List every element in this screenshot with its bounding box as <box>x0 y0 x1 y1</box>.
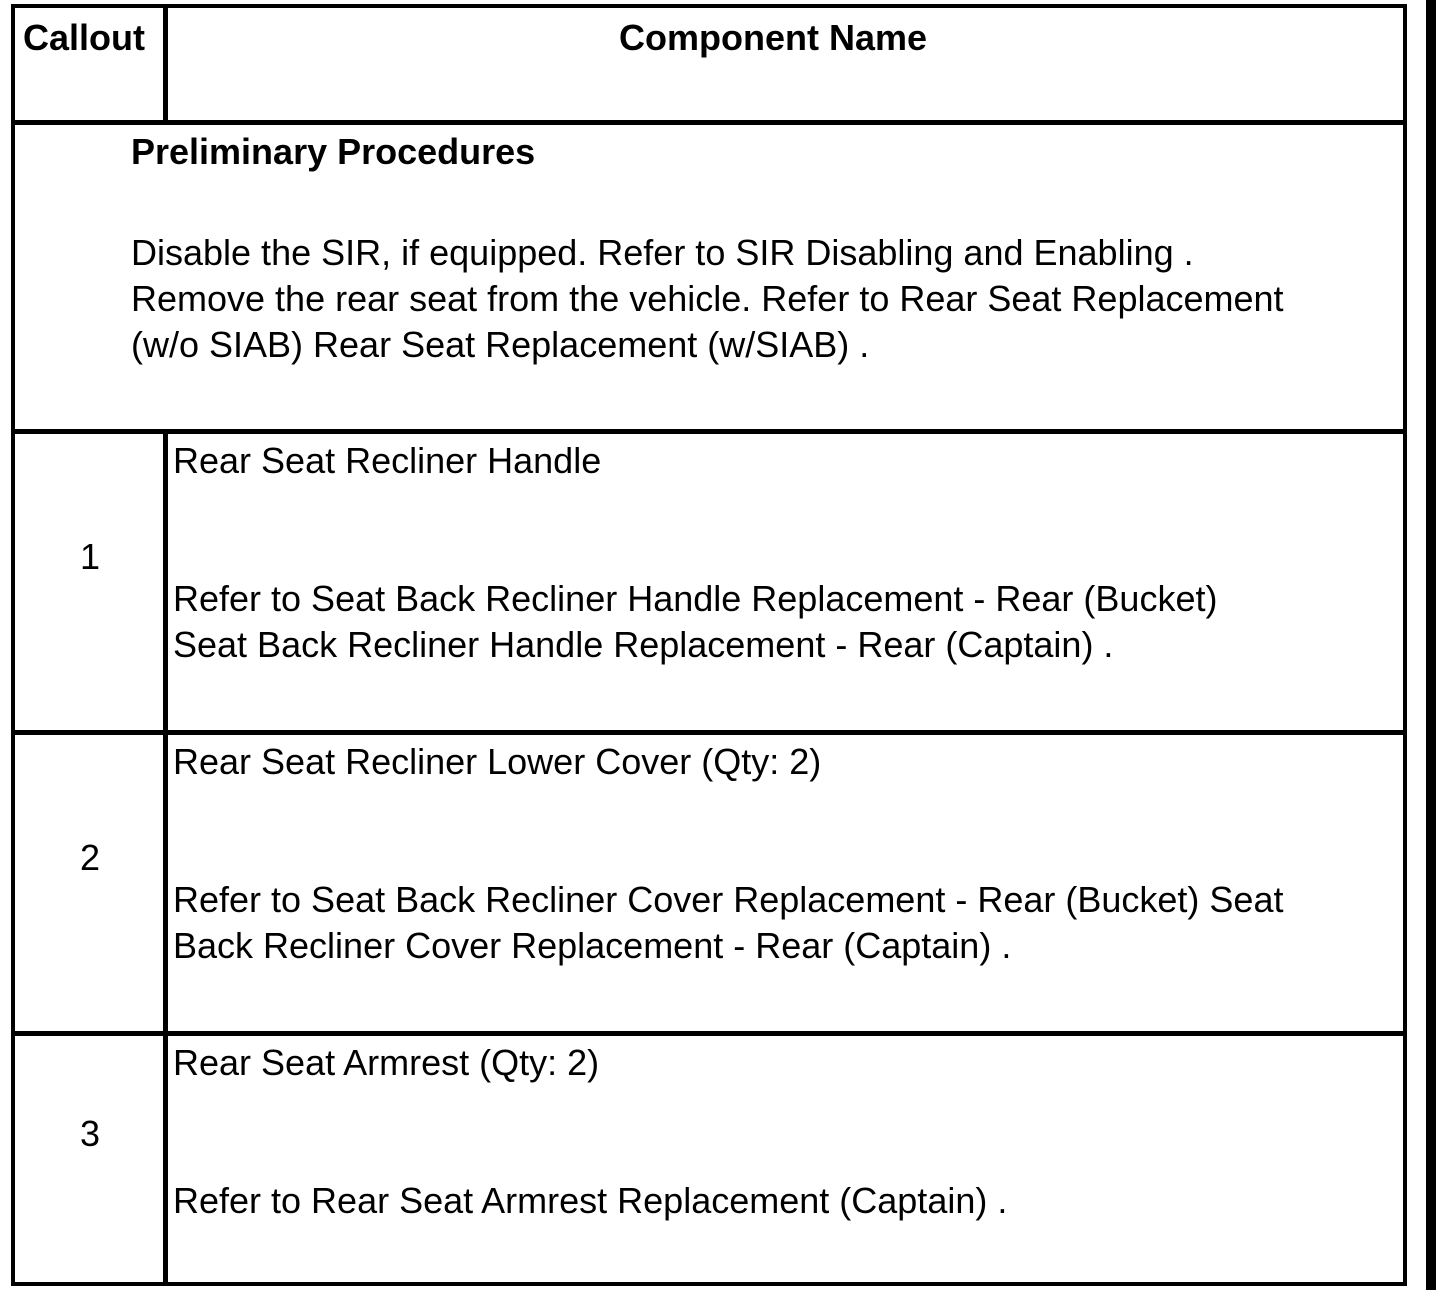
preliminary-procedures <box>131 130 1284 368</box>
row-reference-line: Back Recliner Cover Replacement - Rear (Captain) . <box>173 925 1012 966</box>
row-reference-line: Refer to Seat Back Recliner Cover Replacement - Rear (Bucket) Seat <box>173 879 1284 920</box>
header-divider <box>15 120 1403 125</box>
row-component-name: Rear Seat Recliner Handle <box>173 440 602 481</box>
row-callout: 2 <box>79 837 101 878</box>
preliminary-line: Remove the rear seat from the vehicle. Refer to Rear Seat Replacement <box>131 278 1284 319</box>
row-reference-line: Refer to Rear Seat Armrest Replacement (Captain) . <box>173 1180 1008 1221</box>
header-component-name: Component Name <box>619 17 928 58</box>
row-divider <box>15 730 1403 735</box>
row-component <box>173 739 1283 969</box>
preliminary-line: (w/o SIAB) Rear Seat Replacement (w/SIAB) . <box>131 324 870 365</box>
row-component <box>173 1040 1007 1224</box>
header-callout: Callout <box>23 17 145 58</box>
row-divider <box>15 1031 1403 1036</box>
preliminary-line: Disable the SIR, if equipped. Refer to SIR Disabling and Enabling . <box>131 232 1194 273</box>
row-reference-line: Seat Back Recliner Handle Replacement - Rear (Captain) . <box>173 624 1114 665</box>
row-reference-line: Refer to Seat Back Recliner Handle Replacement - Rear (Bucket) <box>173 578 1218 619</box>
row-callout: 1 <box>79 536 101 577</box>
row-component-name: Rear Seat Recliner Lower Cover (Qty: 2) <box>173 741 822 782</box>
preliminary-title: Preliminary Procedures <box>131 131 536 172</box>
row-callout: 3 <box>79 1113 101 1154</box>
header-column-divider <box>163 8 168 122</box>
preliminary-divider <box>15 429 1403 434</box>
row-component-name: Rear Seat Armrest (Qty: 2) <box>173 1042 600 1083</box>
components-table <box>11 4 1407 1286</box>
row-component <box>173 438 1217 668</box>
right-edge-bar <box>1426 0 1436 1290</box>
